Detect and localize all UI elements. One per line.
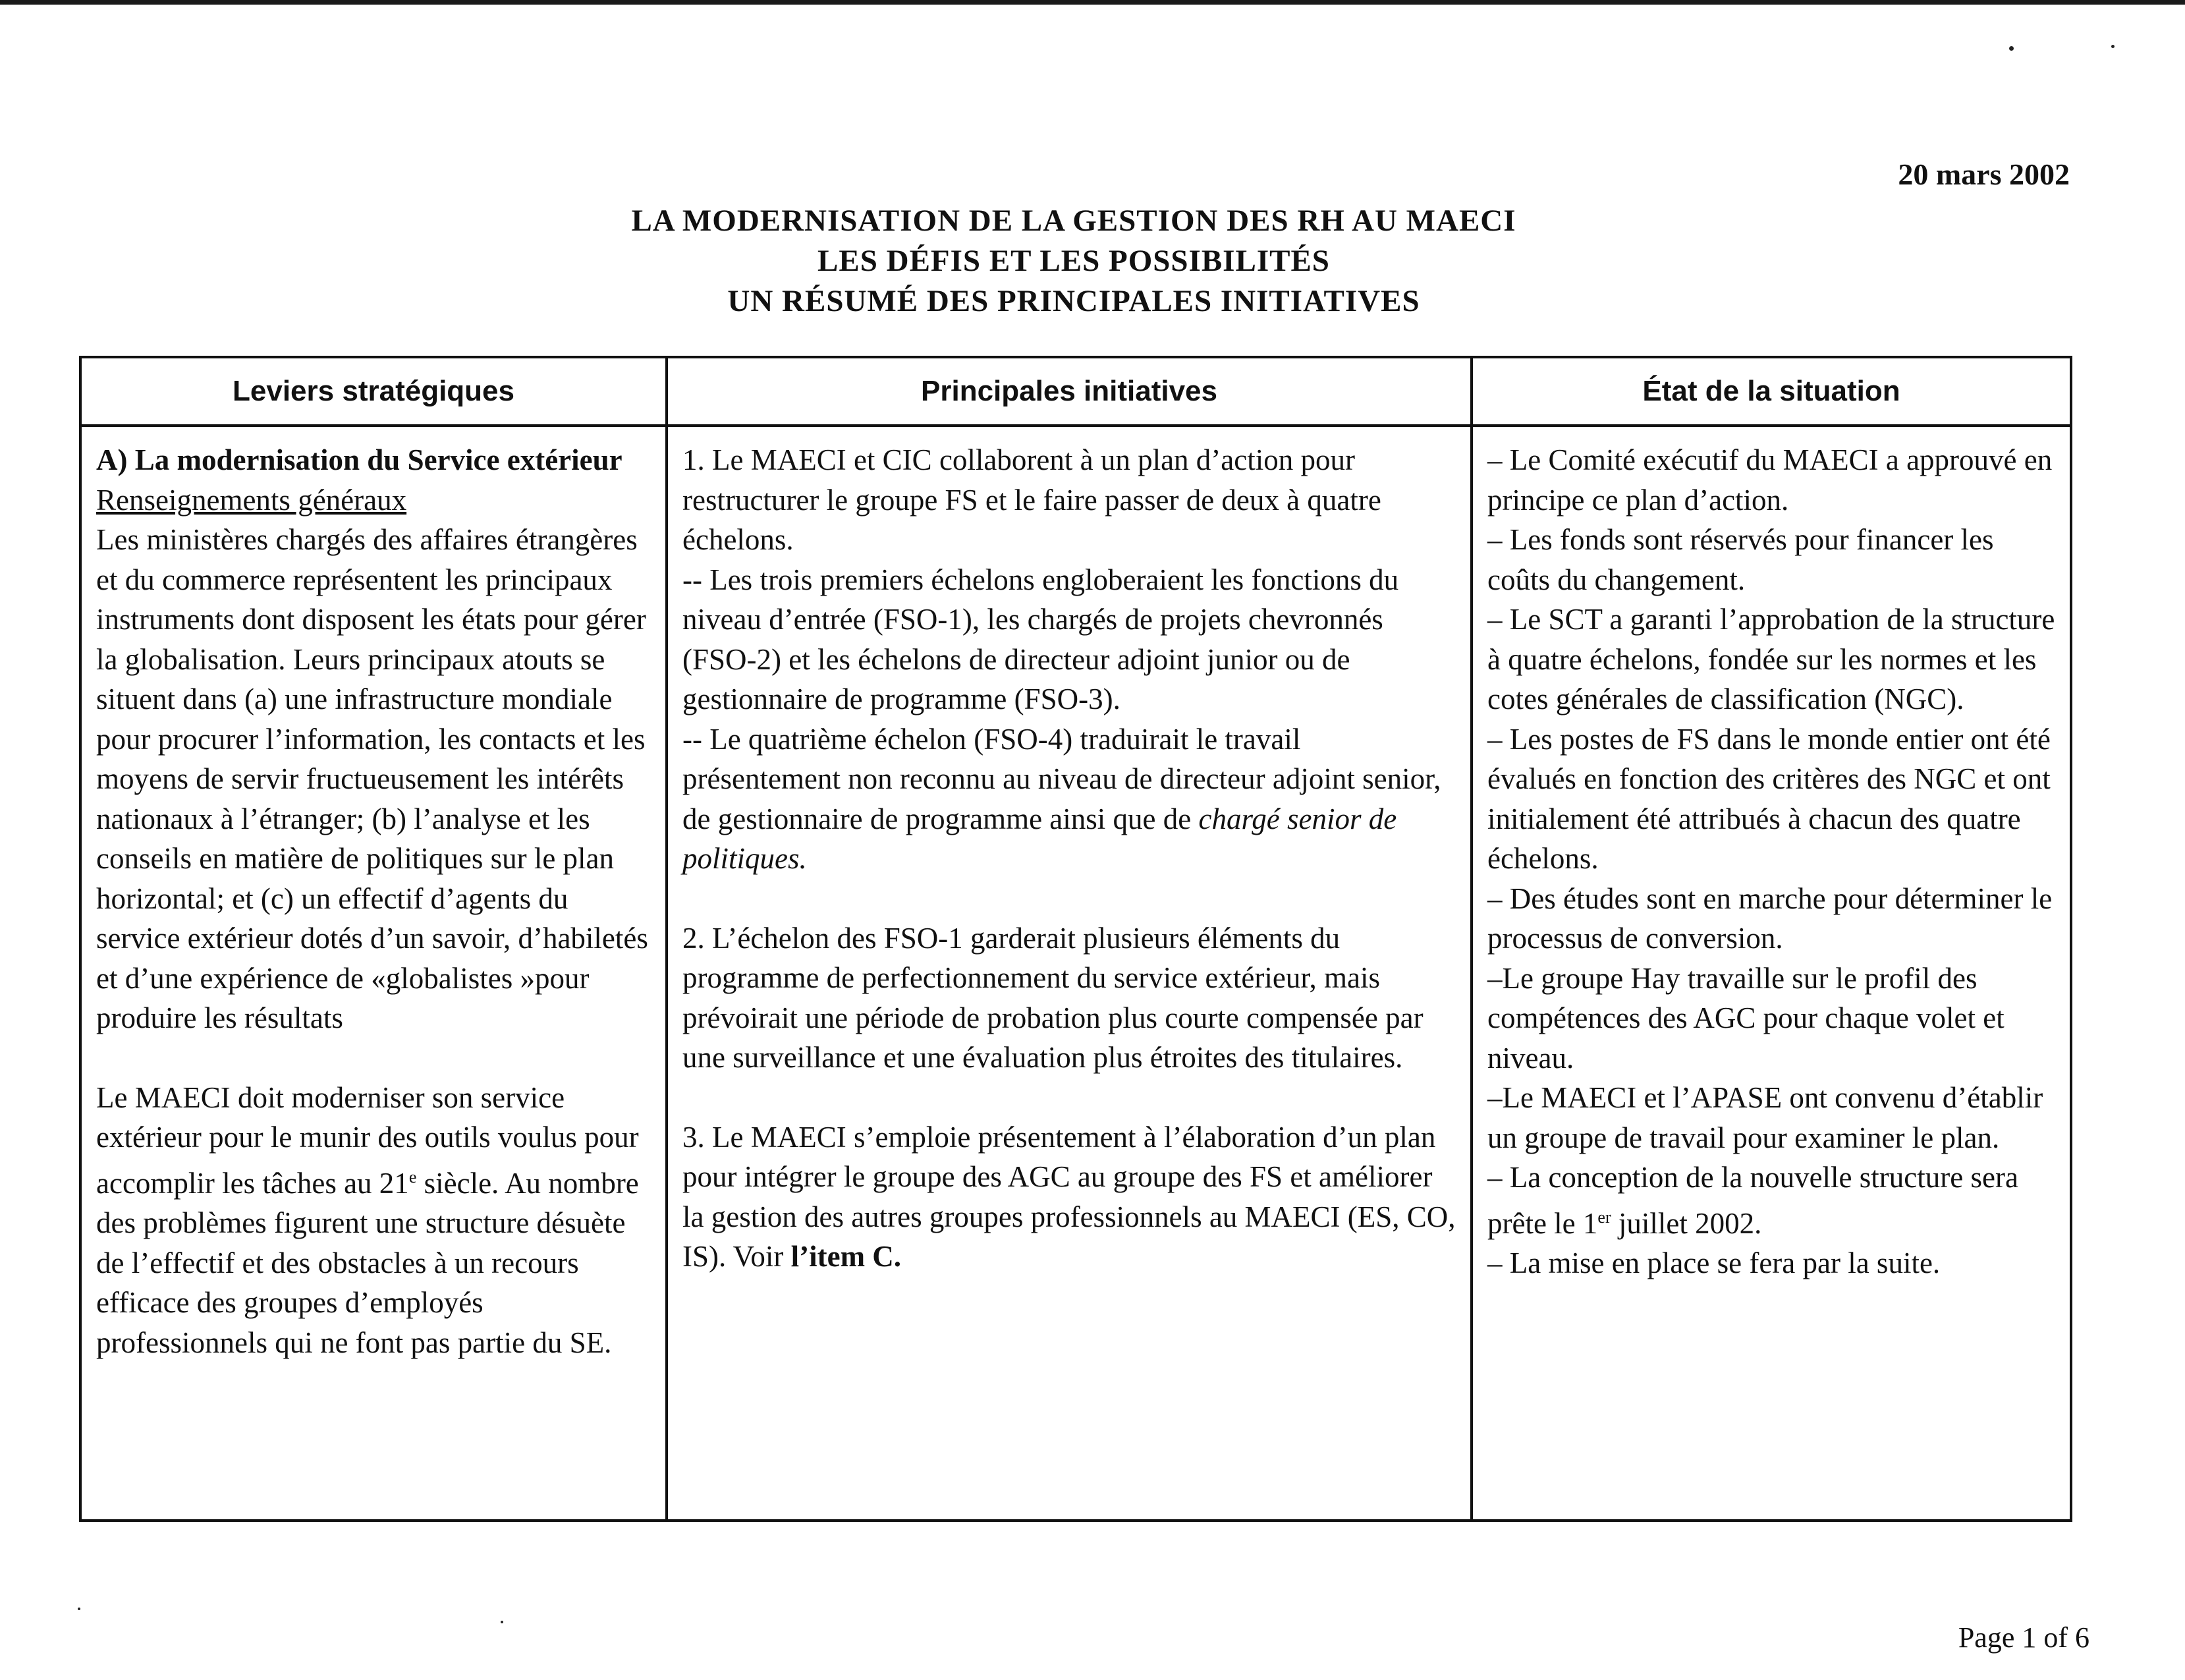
title-line-3: UN RÉSUMÉ DES PRINCIPALES INITIATIVES — [727, 284, 1420, 318]
status-item: –Le MAECI et l’APASE ont convenu d’établir un groupe de travail pour examiner le plan. — [1487, 1081, 2043, 1154]
cell-initiatives — [667, 426, 1472, 1521]
status-item: – La mise en place se fera par la suite. — [1487, 1246, 1941, 1279]
column-header-etat: État de la situation — [1472, 357, 2071, 426]
cell-etat — [1472, 426, 2071, 1521]
section-title: A) La modernisation du Service extérieur — [96, 443, 622, 476]
page-number: Page 1 of 6 — [1958, 1621, 2089, 1654]
scan-speck — [2009, 46, 2014, 51]
column-header-initiatives: Principales initiatives — [667, 357, 1472, 426]
column-header-leviers: Leviers stratégiques — [80, 357, 667, 426]
title-line-2: LES DÉFIS ET LES POSSIBILITÉS — [817, 244, 1330, 278]
table-header-row — [80, 357, 2071, 426]
initiative-1-detail-1: -- Les trois premiers échelons engloberaient les fonctions du niveau d’entrée (FSO-1), les chargés de projets chevronnés (FSO-2) et les échelons de directeur adjoint junior ou de gestionnaire de programme (FSO-3). — [682, 563, 1399, 715]
initiative-3: 3. Le MAECI s’emploie présentement à l’élaboration d’un plan pour intégrer le groupe des AGC au groupe des FS et améliorer la gestion des autres groupes professionnels au MAECI (ES, CO, IS). Voir l’item C. — [682, 1120, 1456, 1273]
table-row — [80, 426, 2071, 1521]
status-item: – Des études sont en marche pour déterminer le processus de conversion. — [1487, 882, 2053, 955]
modernisation-paragraph: Le MAECI doit moderniser son service extérieur pour le munir des outils voulus pour accomplir les tâches au 21e siècle. Au nombre des problèmes figurent une structure désuète de l’effectif et des obstacles à un recours efficace des groupes d’employés professionnels qui ne font pas partie du SE. — [96, 1080, 639, 1359]
scan-speck — [501, 1621, 503, 1623]
status-item: – Le Comité exécutif du MAECI a approuvé en principe ce plan d’action. — [1487, 443, 2053, 517]
title-line-1: LA MODERNISATION DE LA GESTION DES RH AU MAECI — [631, 204, 1516, 238]
subheading: Renseignements généraux — [96, 483, 407, 517]
scan-speck — [78, 1608, 80, 1610]
cell-leviers — [80, 426, 667, 1521]
initiative-1: 1. Le MAECI et CIC collaborent à un plan d’action pour restructurer le groupe FS et le faire passer de deux à quatre échelons. — [682, 443, 1381, 556]
status-item: – La conception de la nouvelle structure sera prête le 1er juillet 2002. — [1487, 1161, 2018, 1240]
status-item: – Les postes de FS dans le monde entier ont été évalués en fonction des critères des NGC et ont initialement été attribués à chacun des quatre échelons. — [1487, 722, 2051, 875]
initiative-1-detail-2: -- Le quatrième échelon (FSO-4) traduirait le travail présentement non reconnu au niveau de directeur adjoint senior, de gestionnaire de programme ainsi que de chargé senior de politiques. — [682, 722, 1441, 875]
scan-speck — [2111, 45, 2115, 48]
initiative-2: 2. L’échelon des FSO-1 garderait plusieurs éléments du programme de perfectionnement du service extérieur, mais prévoirait une période de probation plus courte compensée par une surveillance et une évaluation plus étroites des titulaires. — [682, 921, 1424, 1074]
document-date: 20 mars 2002 — [1898, 157, 2070, 191]
initiatives-table — [79, 356, 2072, 1522]
scan-top-border — [0, 0, 2185, 5]
background-paragraph: Les ministères chargés des affaires étrangères et du commerce représentent les principaux instruments dont disposent les états pour gérer la globalisation. Leurs principaux atouts se situent dans (a) une infrastructure mondiale pour procurer l’information, les contacts et les moyens de servir fructueusement les intérêts nationaux à l’étranger; (b) l’analyse et les conseils en matière de politiques sur le plan horizontal; et (c) un effectif d’agents du service extérieur dotés d’un savoir, d’habiletés et d’une expérience de «globalistes »pour produire les résultats — [96, 523, 648, 1034]
document-title — [514, 201, 1634, 322]
status-item: – Les fonds sont réservés pour financer les coûts du changement. — [1487, 523, 1994, 596]
status-item: –Le groupe Hay travaille sur le profil des compétences des AGC pour chaque volet et niveau. — [1487, 961, 2005, 1075]
status-item: – Le SCT a garanti l’approbation de la structure à quatre échelons, fondée sur les normes et les cotes générales de classification (NGC). — [1487, 603, 2055, 715]
